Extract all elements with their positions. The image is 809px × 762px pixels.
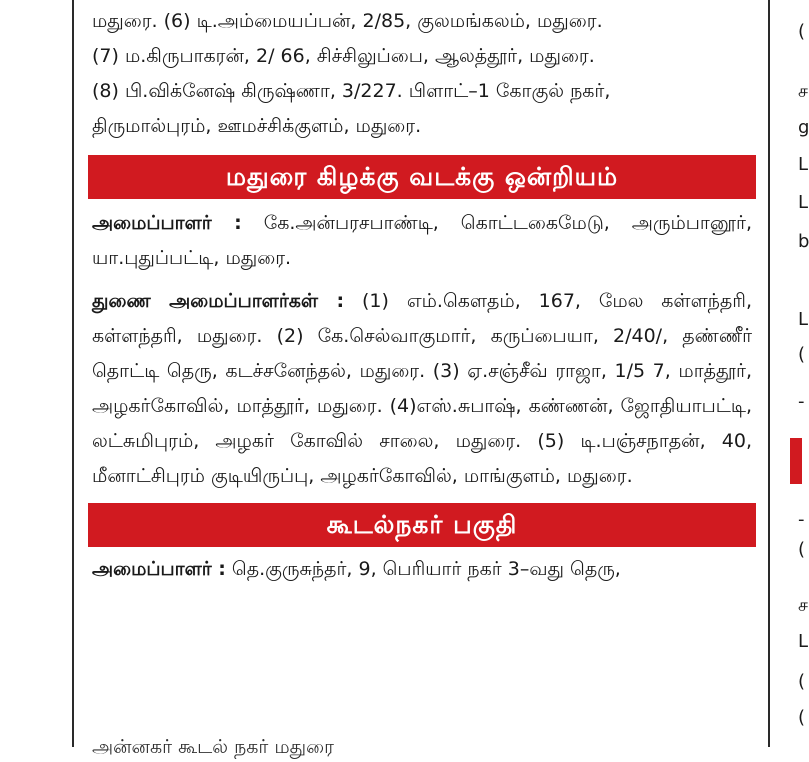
- deputy-organizers-text: (1) எம்.கௌதம், 167, மேல கள்ளந்தரி, கள்ளந்தரி, மதுரை. (2) கே.செல்வாகுமார், கருப்பையா, 2/40/, தண்ணீர் தொட்டி தெரு, கடச்சனேந்தல், மதுரை. (3) ஏ.சஞ்சீவ் ராஜா, 1/5 7, மாத்தூர், அழகர்கோவில், மாத்தூர், மதுரை. (4)எஸ்.சுபாஷ், கண்ணன், ஜோதியாபட்டி, லட்சுமிபுரம், அழகர் கோவில் சாலை, மதுரை. (5) டி.பஞ்சநாதன், 40, மீனாட்சிபுரம் குடியிருப்பு, அழகர்கோவில், மாங்குளம், மதுரை.: [92, 290, 753, 487]
- organizer-paragraph: [92, 206, 752, 276]
- fragment-char: (: [798, 671, 806, 692]
- fragment-char: -: [798, 509, 805, 530]
- top-line-3: (8) பி.விக்னேஷ் கிருஷ்ணா, 3/227. பிளாட்–1 கோகுல் நகர்,: [92, 80, 611, 102]
- cut-off-line: அன்னகர் கூடல் நகர் மதுரை: [92, 736, 334, 758]
- section-heading-koodal-nagar: கூடல்நகர் பகுதி: [88, 503, 756, 547]
- deputy-organizers-paragraph: [92, 284, 752, 494]
- article-column: [92, 0, 752, 587]
- left-margin: [0, 0, 72, 747]
- fragment-char: (: [798, 21, 806, 42]
- koodal-organizer-label: அமைப்பாளர் :: [92, 558, 226, 580]
- organizer-text: கே.அன்பரசபாண்டி, கொட்டகைமேடு, அரும்பானூர், யா.புதுப்பட்டி, மதுரை.: [92, 212, 752, 269]
- top-line-2: (7) ம.கிருபாகரன், 2/ 66, சிச்சிலுப்பை, ஆலத்தூர், மதுரை.: [92, 45, 595, 67]
- organizer-label: அமைப்பாளர் :: [92, 212, 242, 234]
- column-rule-left: [72, 0, 74, 747]
- fragment-char: L: [798, 192, 809, 213]
- fragment-char: ச: [798, 595, 808, 616]
- deputy-organizers-label: துணை அமைப்பாளர்கள் :: [92, 290, 345, 312]
- fragment-char: ச: [798, 81, 808, 102]
- fragment-char: (: [798, 707, 806, 728]
- top-line-4: திருமால்புரம், ஊமச்சிக்குளம், மதுரை.: [92, 115, 422, 137]
- fragment-char: L: [798, 154, 809, 175]
- fragment-char: (: [798, 344, 806, 365]
- fragment-char: g: [798, 117, 809, 138]
- koodal-organizer-paragraph: [92, 552, 752, 587]
- fragment-char: -: [798, 391, 805, 412]
- fragment-char: L: [798, 309, 809, 330]
- section-heading-madurai-east-north: மதுரை கிழக்கு வடக்கு ஒன்றியம்: [88, 155, 756, 199]
- paragraph-gap: [92, 276, 752, 284]
- adjacent-column-fragment: [770, 0, 809, 747]
- fragment-char: L: [798, 631, 809, 652]
- fragment-char: b: [798, 231, 809, 252]
- fragment-char: (: [798, 539, 806, 560]
- top-line-1: மதுரை. (6) டி.அம்மையப்பன், 2/85, குலமங்கலம், மதுரை.: [92, 10, 603, 32]
- koodal-organizer-text: தெ.குருசுந்தர், 9, பெரியார் நகர் 3–வது தெரு,: [231, 558, 621, 580]
- top-paragraph: [92, 0, 752, 144]
- fragment-red-heading: [790, 438, 802, 484]
